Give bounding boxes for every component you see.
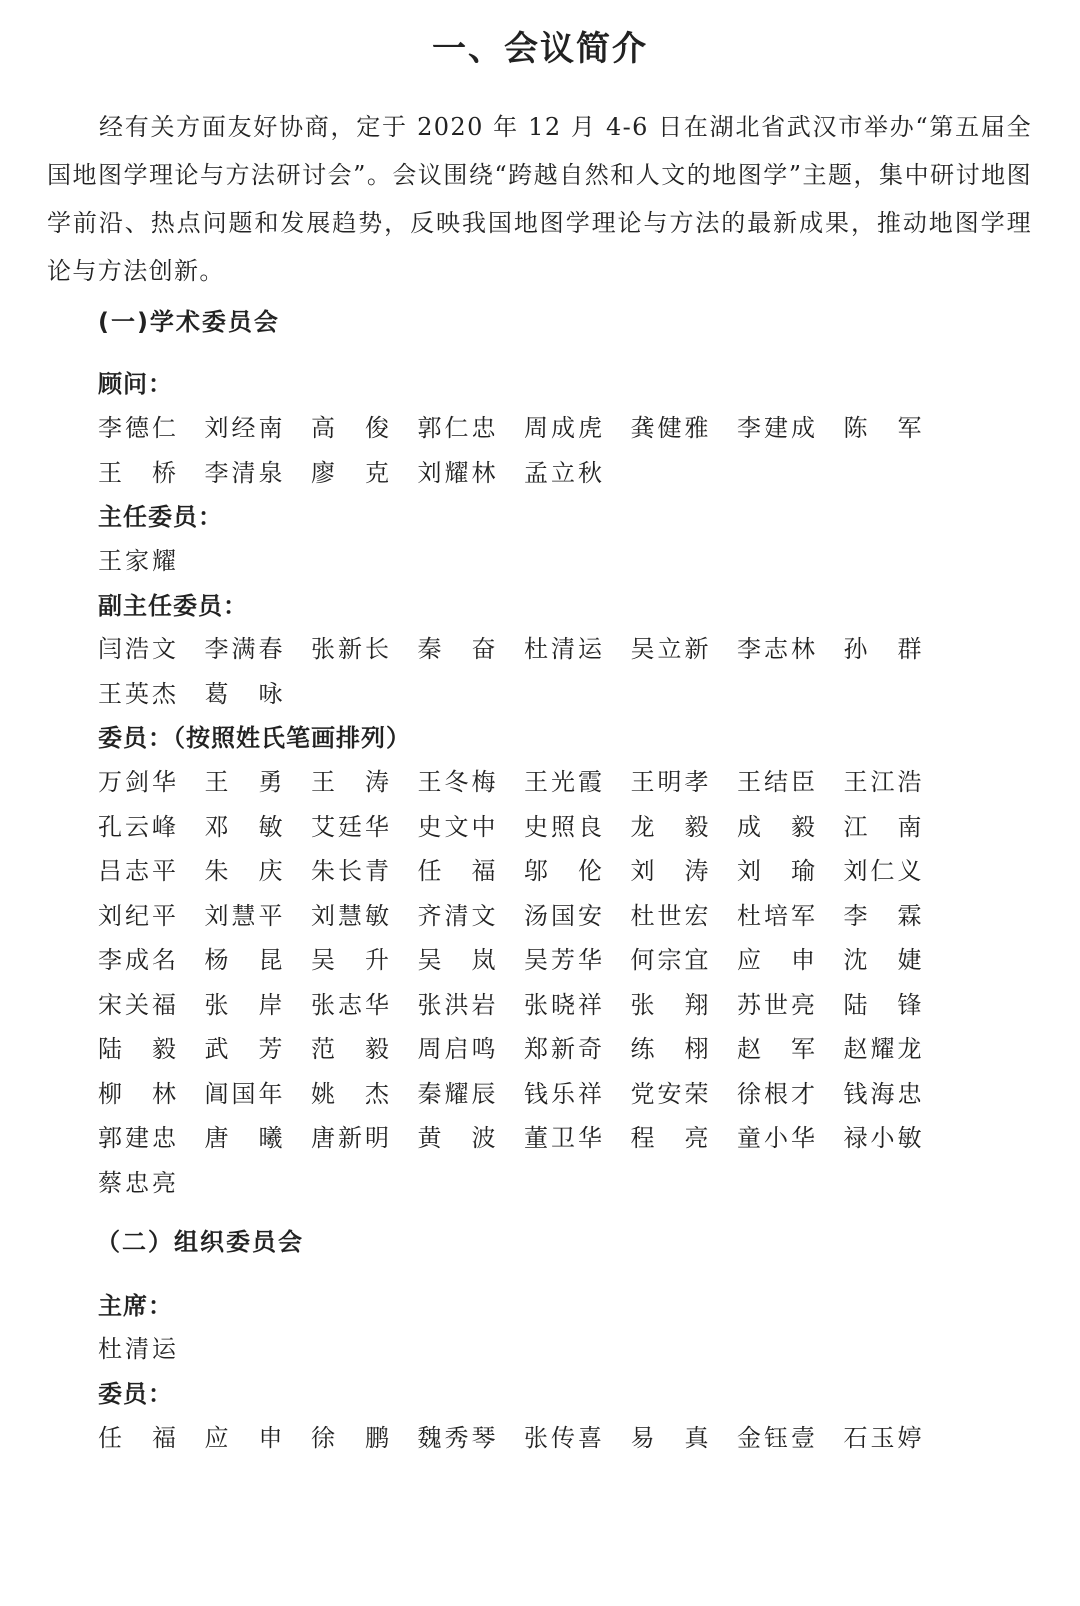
person-name: 杜清运 [524, 635, 602, 664]
advisors-list [98, 406, 958, 495]
person-name: 秦奋 [417, 635, 496, 664]
person-name: 姚杰 [311, 1079, 389, 1108]
person-name: 王江浩 [843, 768, 922, 797]
person-name: 童小华 [737, 1124, 815, 1153]
person-name: 李霖 [843, 901, 922, 930]
person-name: 刘经南 [204, 414, 283, 443]
person-name: 范毅 [311, 1035, 389, 1064]
person-name: 唐曦 [204, 1124, 283, 1153]
person-name: 王英杰 [98, 679, 176, 708]
academic-committee-heading: (一)学术委员会 [98, 308, 280, 336]
person-name: 杜世宏 [630, 901, 709, 930]
person-name: 李清泉 [204, 458, 283, 487]
vice-chair-list [98, 627, 958, 716]
person-name: 赵军 [737, 1035, 815, 1064]
person-name: 唐新明 [311, 1124, 389, 1153]
person-name: 孔云峰 [98, 812, 176, 841]
person-name: 陆锋 [843, 990, 922, 1019]
person-name: 万剑华 [98, 768, 176, 797]
person-name: 廖克 [311, 458, 389, 487]
chair-label: 主任委员： [98, 503, 223, 531]
person-name: 党安荣 [630, 1079, 709, 1108]
person-name: 王勇 [204, 768, 283, 797]
person-name: 徐鹏 [311, 1424, 389, 1453]
person-name: 杜培军 [737, 901, 815, 930]
person-name: 张传喜 [524, 1424, 602, 1453]
advisors-label: 顾问： [98, 370, 173, 398]
person-name: 齐清文 [417, 901, 496, 930]
person-name: 魏秀琴 [417, 1424, 496, 1453]
person-name: 成毅 [737, 812, 815, 841]
person-name: 朱庆 [204, 857, 283, 886]
org-chair-label: 主席： [98, 1292, 173, 1320]
person-name: 陆毅 [98, 1035, 176, 1064]
person-name: 李德仁 [98, 414, 176, 443]
members-list [98, 760, 958, 1205]
person-name: 刘纪平 [98, 901, 176, 930]
person-name: 钱乐祥 [524, 1079, 602, 1108]
person-name: 史照良 [524, 812, 602, 841]
person-name: 王涛 [311, 768, 389, 797]
person-name: 江南 [843, 812, 922, 841]
person-name: 董卫华 [524, 1124, 602, 1153]
person-name: 张晓祥 [524, 990, 602, 1019]
vice-chair-label: 副主任委员： [98, 592, 248, 620]
members-label: 委员：（按照姓氏笔画排列） [98, 724, 411, 752]
person-name: 杜清运 [98, 1335, 176, 1364]
person-name: 刘慧敏 [311, 901, 389, 930]
person-name: 刘耀林 [417, 458, 496, 487]
person-name: 吕志平 [98, 857, 176, 886]
person-name: 沈婕 [843, 946, 922, 975]
person-name: 高俊 [311, 414, 389, 443]
org-members-list [98, 1416, 958, 1461]
person-name: 艾廷华 [311, 812, 389, 841]
person-name: 秦耀辰 [417, 1079, 496, 1108]
person-name: 陈军 [843, 414, 922, 443]
page-title: 一、会议简介 [432, 29, 648, 69]
person-name: 刘慧平 [204, 901, 283, 930]
person-name: 石玉婷 [843, 1424, 922, 1453]
person-name: 任福 [417, 857, 496, 886]
person-name: 李成名 [98, 946, 176, 975]
person-name: 吴升 [311, 946, 389, 975]
person-name: 练栩 [630, 1035, 709, 1064]
person-name: 阊国年 [204, 1079, 283, 1108]
person-name: 王冬梅 [417, 768, 496, 797]
person-name: 金钰壹 [737, 1424, 815, 1453]
person-name: 杨昆 [204, 946, 283, 975]
person-name: 刘仁义 [843, 857, 922, 886]
person-name: 徐根才 [737, 1079, 815, 1108]
chair-list [98, 539, 958, 584]
person-name: 吴立新 [630, 635, 709, 664]
person-name: 汤国安 [524, 901, 602, 930]
person-name: 蔡忠亮 [98, 1168, 176, 1197]
person-name: 刘涛 [630, 857, 709, 886]
person-name: 孙群 [843, 635, 922, 664]
person-name: 闫浩文 [98, 635, 176, 664]
person-name: 张岸 [204, 990, 283, 1019]
person-name: 武芳 [204, 1035, 283, 1064]
person-name: 苏世亮 [737, 990, 815, 1019]
person-name: 张翔 [630, 990, 709, 1019]
person-name: 郭建忠 [98, 1124, 176, 1153]
person-name: 王光霞 [524, 768, 602, 797]
person-name: 史文中 [417, 812, 496, 841]
person-name: 朱长青 [311, 857, 389, 886]
person-name: 王家耀 [98, 547, 176, 576]
person-name: 应申 [737, 946, 815, 975]
person-name: 钱海忠 [843, 1079, 922, 1108]
person-name: 李建成 [737, 414, 815, 443]
person-name: 黄波 [417, 1124, 496, 1153]
org-chair-list [98, 1327, 958, 1372]
person-name: 郭仁忠 [417, 414, 496, 443]
person-name: 孟立秋 [524, 458, 602, 487]
person-name: 张洪岩 [417, 990, 496, 1019]
person-name: 李满春 [204, 635, 283, 664]
person-name: 王明孝 [630, 768, 709, 797]
person-name: 赵耀龙 [843, 1035, 922, 1064]
person-name: 刘瑜 [737, 857, 815, 886]
person-name: 张志华 [311, 990, 389, 1019]
person-name: 柳林 [98, 1079, 176, 1108]
person-name: 吴岚 [417, 946, 496, 975]
person-name: 王桥 [98, 458, 176, 487]
person-name: 邬伦 [524, 857, 602, 886]
person-name: 任福 [98, 1424, 176, 1453]
intro-paragraph: 经有关方面友好协商，定于 2020 年 12 月 4-6 日在湖北省武汉市举办“第五届全国地图学理论与方法研讨会”。会议围绕“跨越自然和人文的地图学”主题，集中研讨地图学前沿、热点问题和发展趋势，反映我国地图学理论与方法的最新成果，推动地图学理论与方法创新。 [47, 113, 1032, 285]
person-name: 程亮 [630, 1124, 709, 1153]
person-name: 易真 [630, 1424, 709, 1453]
org-members-label: 委员： [98, 1380, 173, 1408]
person-name: 周成虎 [524, 414, 602, 443]
person-name: 龙毅 [630, 812, 709, 841]
person-name: 禄小敏 [843, 1124, 922, 1153]
person-name: 张新长 [311, 635, 389, 664]
person-name: 何宗宜 [630, 946, 709, 975]
person-name: 周启鸣 [417, 1035, 496, 1064]
person-name: 王结臣 [737, 768, 815, 797]
person-name: 郑新奇 [524, 1035, 602, 1064]
person-name: 李志林 [737, 635, 815, 664]
person-name: 应申 [204, 1424, 283, 1453]
person-name: 宋关福 [98, 990, 176, 1019]
person-name: 邓敏 [204, 812, 283, 841]
person-name: 吴芳华 [524, 946, 602, 975]
person-name: 葛咏 [204, 679, 283, 708]
organizing-committee-heading: （二）组织委员会 [96, 1228, 304, 1256]
person-name: 龚健雅 [630, 414, 709, 443]
